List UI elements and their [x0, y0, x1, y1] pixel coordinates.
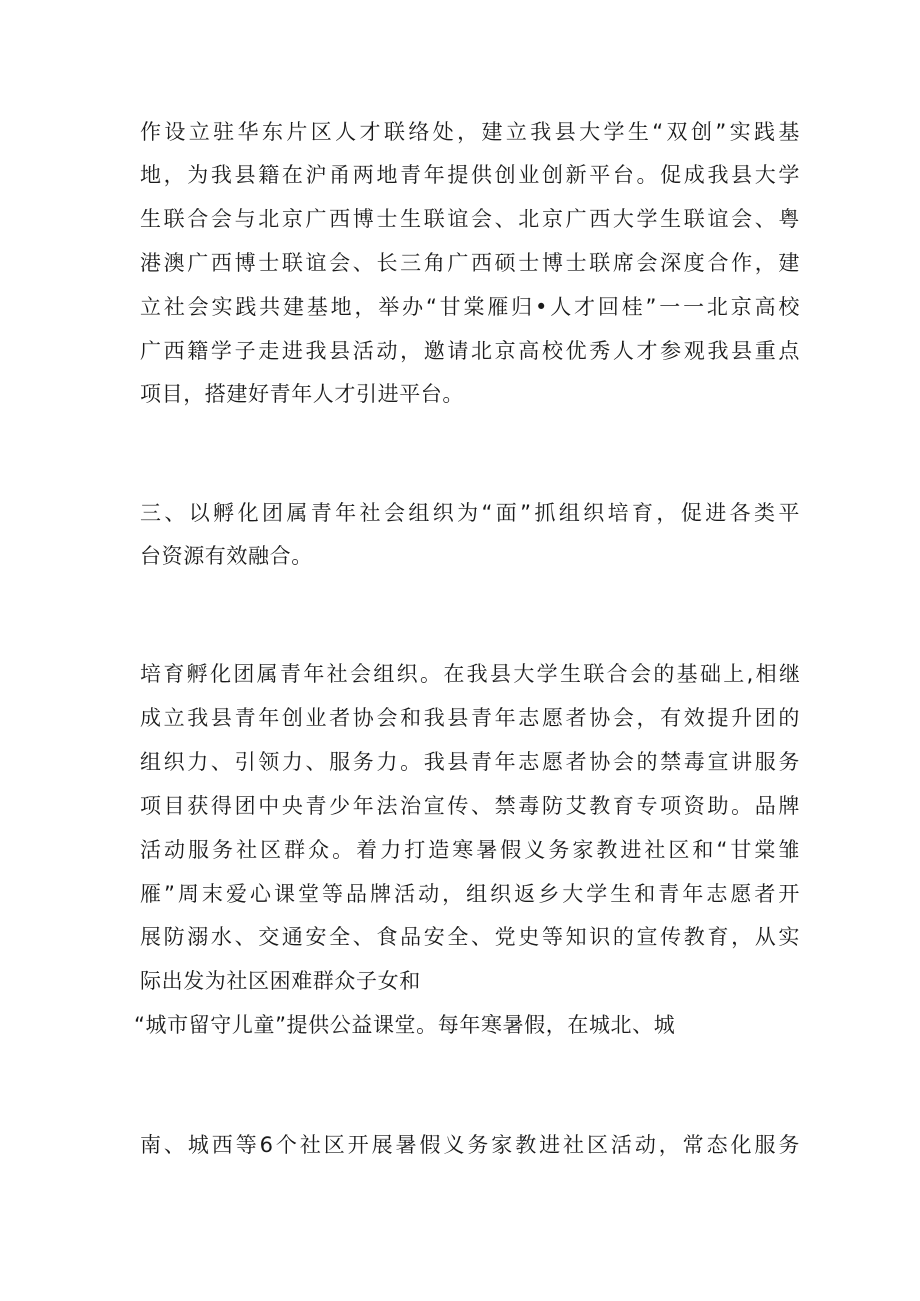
- paragraph-3-line-4: 项目获得团中央青少年法治宣传、禁毒防艾教育专项资助。品牌: [140, 794, 800, 818]
- paragraph-3-line-2: 成立我县青年创业者协会和我县青年志愿者协会，有效提升团的: [140, 706, 800, 730]
- paragraph-3-line-8: 际出发为社区困难群众子女和: [140, 969, 421, 993]
- paragraph-3-line-9: “城市留守儿童”提供公益课堂。每年寒暑假，在城北、城: [134, 1013, 676, 1037]
- paragraph-3-line-7: 展防溺水、交通安全、食品安全、党史等知识的宣传教育，从实: [140, 925, 800, 949]
- section-heading-line-2: 台资源有效融合。: [140, 544, 313, 568]
- paragraph-4-line-1: 南、城西等6个社区开展暑假义务家教进社区活动，常态化服务: [140, 1133, 800, 1157]
- paragraph-3-line-6: 雁”周末爱心课堂等品牌活动，组织返乡大学生和青年志愿者开: [140, 882, 800, 906]
- paragraph-1-line-1: 作设立驻华东片区人才联络处，建立我县大学生“双创”实践基: [140, 120, 800, 144]
- paragraph-1-line-4: 港澳广西博士联谊会、长三角广西硕士博士联席会深度合作，建: [140, 251, 800, 275]
- section-heading-line-1: 三、以孵化团属青年社会组织为“面”抓组织培育，促进各类平: [140, 501, 800, 525]
- paragraph-3-line-1: 培育孵化团属青年社会组织。在我县大学生联合会的基础上,相继: [140, 662, 800, 686]
- paragraph-3-line-5: 活动服务社区群众。着力打造寒暑假义务家教进社区和“甘棠雏: [140, 838, 800, 862]
- paragraph-1-line-5: 立社会实践共建基地，举办“甘棠雁归•人才回桂”一一北京高校: [140, 295, 800, 319]
- paragraph-1-line-2: 地，为我县籍在沪甬两地青年提供创业创新平台。促成我县大学: [140, 163, 800, 187]
- paragraph-1-line-6: 广西籍学子走进我县活动，邀请北京高校优秀人才参观我县重点: [140, 339, 800, 363]
- paragraph-1-line-3: 生联合会与北京广西博士生联谊会、北京广西大学生联谊会、粤: [140, 207, 800, 231]
- paragraph-1-line-7: 项目，搭建好青年人才引进平台。: [140, 382, 464, 406]
- paragraph-3-line-3: 组织力、引领力、服务力。我县青年志愿者协会的禁毒宣讲服务: [140, 750, 800, 774]
